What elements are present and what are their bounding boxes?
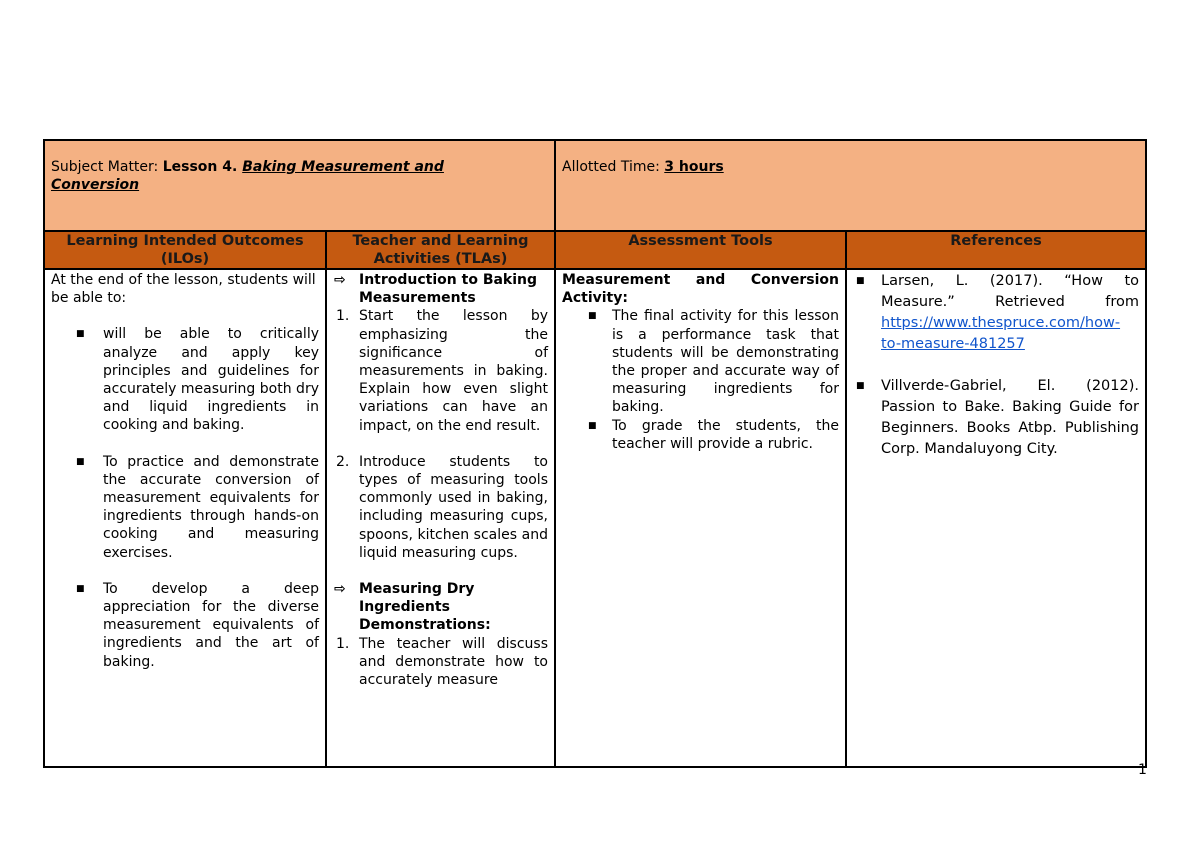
square-bullet-icon: ■: [588, 311, 597, 322]
reference-link[interactable]: https://www.thespruce.com/how-to-measure-481257: [881, 315, 1121, 352]
allotted-time-cell: [555, 140, 1146, 231]
square-bullet-icon: ■: [856, 276, 865, 286]
tla-heading-intro: ⇨ Introduction to Baking Measurements: [334, 272, 538, 307]
column-header-ilos: Learning Intended Outcomes (ILOs): [44, 231, 326, 269]
column-header-assessment: Assessment Tools: [555, 231, 846, 269]
time-value: 3 hours: [664, 159, 724, 175]
lesson-title-line2: Conversion: [51, 177, 140, 194]
subject-label: Subject Matter:: [51, 159, 163, 175]
subject-matter-cell: [44, 140, 555, 231]
square-bullet-icon: ■: [856, 381, 865, 391]
tla-step: 2. Introduce students to types of measuring tools commonly used in baking, including measuring cups, spoons, kitchen scales and liquid measuring cups.: [336, 453, 548, 561]
ilos-cell: [44, 269, 326, 767]
square-bullet-icon: ■: [588, 420, 597, 431]
assessment-title: Measurement and Conversion Activity:: [562, 272, 839, 307]
lesson-title: Baking Measurement and: [242, 159, 444, 175]
column-header-tlas: Teacher and Learning Activities (TLAs): [326, 231, 555, 269]
lesson-prefix: Lesson 4.: [162, 159, 243, 175]
time-label: Allotted Time:: [562, 159, 665, 175]
page-number: 1: [1138, 762, 1147, 778]
square-bullet-icon: ■: [76, 456, 85, 467]
tla-step: 1. The teacher will discuss and demonstrate how to accurately measure: [336, 635, 548, 689]
references-cell: [846, 269, 1146, 767]
square-bullet-icon: ■: [76, 329, 85, 340]
lesson-plan-table: [43, 139, 1147, 768]
ilos-intro: At the end of the lesson, students will be able to:: [51, 272, 316, 307]
tla-step: 1. Start the lesson by emphasizing the significance of measurements in baking. Explain how even slight variations can have an impact, on the end result.: [336, 308, 548, 434]
square-bullet-icon: ■: [76, 583, 85, 594]
ilo-item: ■ To practice and demonstrate the accurate conversion of measurement equivalents for ingredients through hands-on cooking and measuring exercises.: [76, 453, 319, 561]
ilo-item: ■ will be able to critically analyze and apply key principles and guidelines for accurately measuring both dry and liquid ingredients in cooking and baking.: [76, 326, 319, 434]
column-header-references: References: [846, 231, 1146, 269]
assessment-item: ■ The final activity for this lesson is a performance task that students will be demonstrating the proper and accurate way of measuring ingredients for baking.: [588, 308, 839, 416]
tlas-cell: [326, 269, 555, 767]
reference-item: ■ Larsen, L. (2017). “How to Measure.” Retrieved from https://www.thespruce.com/how-to-measure-481257: [856, 273, 1139, 352]
right-arrow-icon: ⇨: [334, 272, 346, 288]
right-arrow-icon: ⇨: [334, 581, 346, 598]
ilo-item: ■ To develop a deep appreciation for the diverse measurement equivalents of ingredients and the art of baking.: [76, 580, 319, 670]
tla-heading-dry: ⇨ Measuring Dry Ingredients Demonstrations:: [334, 581, 491, 634]
assessment-item: ■ To grade the students, the teacher will provide a rubric.: [588, 417, 839, 452]
reference-item: ■ Villverde-Gabriel, El. (2012). Passion to Bake. Baking Guide for Beginners. Books Atbp. Publishing Corp. Mandaluyong City.: [856, 378, 1139, 457]
assessment-cell: [555, 269, 846, 767]
